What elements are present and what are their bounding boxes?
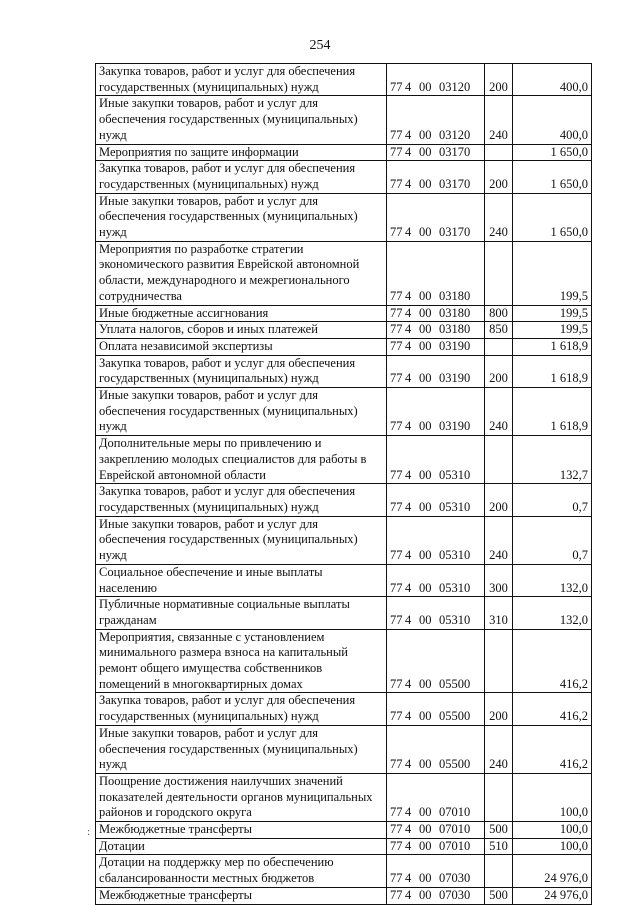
code-part: 00 [419, 371, 432, 386]
amount: 199,5 [513, 305, 592, 322]
table-row [96, 96, 592, 144]
classification-code [387, 773, 485, 821]
expense-name: Иные закупки товаров, работ и услуг для обеспечения государственных (муниципальных) нужд [96, 388, 387, 436]
budget-table [95, 63, 592, 905]
classification-code [387, 193, 485, 241]
table-row [96, 241, 592, 305]
expense-type-code [485, 436, 513, 484]
code-part: 00 [419, 676, 432, 691]
amount: 416,2 [513, 725, 592, 773]
code-part: 05310 [439, 467, 471, 482]
code-part: 05500 [439, 709, 471, 724]
table-row [96, 855, 592, 887]
amount: 24 976,0 [513, 855, 592, 887]
expense-name: Межбюджетные трансферты [96, 822, 387, 839]
code-part: 77 [390, 580, 403, 595]
code-part: 77 [390, 79, 403, 94]
expense-type-code [485, 241, 513, 305]
amount: 1 650,0 [513, 144, 592, 161]
expense-name: Межбюджетные трансферты [96, 887, 387, 904]
expense-type-code [485, 629, 513, 693]
amount: 0,7 [513, 516, 592, 564]
expense-type-code: 850 [485, 322, 513, 339]
expense-type-code: 240 [485, 388, 513, 436]
table-row [96, 838, 592, 855]
code-part: 00 [419, 176, 432, 191]
code-part: 77 [390, 805, 403, 820]
classification-code [387, 305, 485, 322]
expense-name: Дотации [96, 838, 387, 855]
code-part: 77 [390, 612, 403, 627]
expense-type-code [485, 144, 513, 161]
expense-type-code: 300 [485, 564, 513, 596]
code-part: 05500 [439, 757, 471, 772]
amount: 100,0 [513, 773, 592, 821]
expense-type-code: 200 [485, 693, 513, 725]
code-part: 00 [419, 548, 432, 563]
code-part: 4 [405, 838, 412, 853]
code-part: 03120 [439, 79, 471, 94]
expense-type-code [485, 855, 513, 887]
amount: 132,0 [513, 564, 592, 596]
expense-type-code: 240 [485, 725, 513, 773]
code-part: 77 [390, 499, 403, 514]
code-part: 03170 [439, 144, 471, 159]
classification-code [387, 241, 485, 305]
code-part: 00 [419, 79, 432, 94]
amount: 199,5 [513, 322, 592, 339]
code-part: 77 [390, 871, 403, 886]
code-part: 00 [419, 338, 432, 353]
amount: 199,5 [513, 241, 592, 305]
table-row [96, 693, 592, 725]
code-part: 4 [405, 871, 412, 886]
expense-type-code: 500 [485, 887, 513, 904]
code-part: 05310 [439, 499, 471, 514]
code-part: 03190 [439, 338, 471, 353]
code-part: 00 [419, 127, 432, 142]
code-part: 4 [405, 676, 412, 691]
code-part: 4 [405, 419, 412, 434]
code-part: 4 [405, 338, 412, 353]
expense-type-code: 200 [485, 161, 513, 193]
code-part: 00 [419, 887, 432, 902]
expense-name: Мероприятия по защите информации [96, 144, 387, 161]
code-part: 07030 [439, 887, 471, 902]
classification-code [387, 725, 485, 773]
classification-code [387, 564, 485, 596]
code-part: 77 [390, 467, 403, 482]
code-part: 05310 [439, 612, 471, 627]
code-part: 4 [405, 288, 412, 303]
budget-table-body [96, 64, 592, 905]
code-part: 03170 [439, 176, 471, 191]
amount: 24 976,0 [513, 887, 592, 904]
code-part: 00 [419, 322, 432, 337]
code-part: 00 [419, 419, 432, 434]
classification-code [387, 436, 485, 484]
expense-name: Мероприятия, связанные с установлением минимального размера взноса на капитальный ремонт общего имущества собственников помещений в многоквартирных домах [96, 629, 387, 693]
amount: 400,0 [513, 96, 592, 144]
code-part: 07010 [439, 822, 471, 837]
classification-code [387, 855, 485, 887]
amount: 1 618,9 [513, 338, 592, 355]
code-part: 05310 [439, 548, 471, 563]
amount: 132,0 [513, 597, 592, 629]
code-part: 4 [405, 887, 412, 902]
code-part: 4 [405, 225, 412, 240]
code-part: 77 [390, 288, 403, 303]
code-part: 4 [405, 144, 412, 159]
table-row [96, 64, 592, 96]
scan-speck: : [87, 826, 91, 838]
code-part: 4 [405, 757, 412, 772]
expense-type-code: 200 [485, 355, 513, 387]
table-row [96, 564, 592, 596]
table-row [96, 725, 592, 773]
table-row [96, 388, 592, 436]
code-part: 00 [419, 144, 432, 159]
table-row [96, 355, 592, 387]
code-part: 77 [390, 322, 403, 337]
code-part: 00 [419, 757, 432, 772]
expense-name: Иные закупки товаров, работ и услуг для обеспечения государственных (муниципальных) нужд [96, 193, 387, 241]
expense-name: Иные закупки товаров, работ и услуг для обеспечения государственных (муниципальных) нужд [96, 96, 387, 144]
classification-code [387, 597, 485, 629]
table-row [96, 629, 592, 693]
classification-code [387, 64, 485, 96]
code-part: 77 [390, 305, 403, 320]
amount: 1 650,0 [513, 193, 592, 241]
expense-name: Закупка товаров, работ и услуг для обеспечения государственных (муниципальных) нужд [96, 484, 387, 516]
code-part: 4 [405, 176, 412, 191]
expense-name: Дотации на поддержку мер по обеспечению сбалансированности местных бюджетов [96, 855, 387, 887]
code-part: 77 [390, 838, 403, 853]
code-part: 4 [405, 709, 412, 724]
classification-code [387, 838, 485, 855]
amount: 0,7 [513, 484, 592, 516]
expense-name: Социальное обеспечение и иные выплаты населению [96, 564, 387, 596]
table-row [96, 516, 592, 564]
code-part: 77 [390, 822, 403, 837]
expense-type-code: 500 [485, 822, 513, 839]
code-part: 77 [390, 127, 403, 142]
code-part: 00 [419, 822, 432, 837]
code-part: 4 [405, 127, 412, 142]
expense-name: Закупка товаров, работ и услуг для обеспечения государственных (муниципальных) нужд [96, 693, 387, 725]
code-part: 4 [405, 322, 412, 337]
expense-type-code: 200 [485, 484, 513, 516]
code-part: 00 [419, 580, 432, 595]
expense-type-code: 510 [485, 838, 513, 855]
expense-name: Иные закупки товаров, работ и услуг для обеспечения государственных (муниципальных) нужд [96, 516, 387, 564]
code-part: 4 [405, 305, 412, 320]
code-part: 00 [419, 288, 432, 303]
table-row [96, 484, 592, 516]
code-part: 4 [405, 467, 412, 482]
classification-code [387, 516, 485, 564]
expense-name: Закупка товаров, работ и услуг для обеспечения государственных (муниципальных) нужд [96, 64, 387, 96]
code-part: 4 [405, 548, 412, 563]
code-part: 00 [419, 838, 432, 853]
code-part: 03190 [439, 419, 471, 434]
expense-name: Закупка товаров, работ и услуг для обеспечения государственных (муниципальных) нужд [96, 355, 387, 387]
code-part: 00 [419, 709, 432, 724]
code-part: 00 [419, 612, 432, 627]
classification-code [387, 484, 485, 516]
expense-type-code [485, 338, 513, 355]
page-number: 254 [309, 38, 331, 53]
code-part: 00 [419, 225, 432, 240]
code-part: 00 [419, 805, 432, 820]
amount: 416,2 [513, 629, 592, 693]
expense-name: Иные закупки товаров, работ и услуг для обеспечения государственных (муниципальных) нужд [96, 725, 387, 773]
code-part: 03120 [439, 127, 471, 142]
table-row [96, 822, 592, 839]
classification-code [387, 822, 485, 839]
amount: 1 618,9 [513, 388, 592, 436]
table-row [96, 887, 592, 904]
expense-name: Уплата налогов, сборов и иных платежей [96, 322, 387, 339]
code-part: 03180 [439, 322, 471, 337]
table-row [96, 773, 592, 821]
code-part: 05310 [439, 580, 471, 595]
code-part: 03170 [439, 225, 471, 240]
table-row [96, 436, 592, 484]
classification-code [387, 355, 485, 387]
table-row [96, 305, 592, 322]
classification-code [387, 322, 485, 339]
code-part: 77 [390, 225, 403, 240]
expense-type-code: 310 [485, 597, 513, 629]
classification-code [387, 629, 485, 693]
table-row [96, 338, 592, 355]
code-part: 00 [419, 499, 432, 514]
code-part: 77 [390, 176, 403, 191]
code-part: 03180 [439, 305, 471, 320]
code-part: 07030 [439, 871, 471, 886]
code-part: 4 [405, 805, 412, 820]
expense-name: Публичные нормативные социальные выплаты гражданам [96, 597, 387, 629]
code-part: 77 [390, 548, 403, 563]
code-part: 4 [405, 612, 412, 627]
classification-code [387, 161, 485, 193]
expense-name: Дополнительные меры по привлечению и закреплению молодых специалистов для работы в Еврейской автономной области [96, 436, 387, 484]
code-part: 07010 [439, 838, 471, 853]
code-part: 77 [390, 371, 403, 386]
expense-type-code [485, 773, 513, 821]
code-part: 00 [419, 467, 432, 482]
expense-type-code: 800 [485, 305, 513, 322]
amount: 1 618,9 [513, 355, 592, 387]
code-part: 77 [390, 887, 403, 902]
amount: 100,0 [513, 822, 592, 839]
code-part: 4 [405, 822, 412, 837]
code-part: 77 [390, 338, 403, 353]
expense-name: Закупка товаров, работ и услуг для обеспечения государственных (муниципальных) нужд [96, 161, 387, 193]
expense-name: Мероприятия по разработке стратегии экономического развития Еврейской автономной области, международного и межрегионального сотрудничества [96, 241, 387, 305]
classification-code [387, 338, 485, 355]
code-part: 77 [390, 757, 403, 772]
expense-type-code: 200 [485, 64, 513, 96]
amount: 100,0 [513, 838, 592, 855]
code-part: 77 [390, 419, 403, 434]
expense-name: Оплата независимой экспертизы [96, 338, 387, 355]
amount: 416,2 [513, 693, 592, 725]
code-part: 4 [405, 580, 412, 595]
table-row [96, 144, 592, 161]
code-part: 07010 [439, 805, 471, 820]
code-part: 4 [405, 79, 412, 94]
code-part: 03190 [439, 371, 471, 386]
expense-name: Поощрение достижения наилучших значений показателей деятельности органов муниципальных районов и городского округа [96, 773, 387, 821]
code-part: 77 [390, 144, 403, 159]
table-row [96, 193, 592, 241]
code-part: 00 [419, 871, 432, 886]
table-row [96, 597, 592, 629]
classification-code [387, 887, 485, 904]
code-part: 03180 [439, 288, 471, 303]
code-part: 4 [405, 499, 412, 514]
expense-type-code: 240 [485, 193, 513, 241]
expense-type-code: 240 [485, 516, 513, 564]
table-row [96, 161, 592, 193]
expense-name: Иные бюджетные ассигнования [96, 305, 387, 322]
expense-type-code: 240 [485, 96, 513, 144]
classification-code [387, 144, 485, 161]
classification-code [387, 96, 485, 144]
amount: 1 650,0 [513, 161, 592, 193]
amount: 400,0 [513, 64, 592, 96]
code-part: 77 [390, 676, 403, 691]
code-part: 05500 [439, 676, 471, 691]
table-row [96, 322, 592, 339]
code-part: 4 [405, 371, 412, 386]
classification-code [387, 388, 485, 436]
classification-code [387, 693, 485, 725]
amount: 132,7 [513, 436, 592, 484]
code-part: 77 [390, 709, 403, 724]
code-part: 00 [419, 305, 432, 320]
